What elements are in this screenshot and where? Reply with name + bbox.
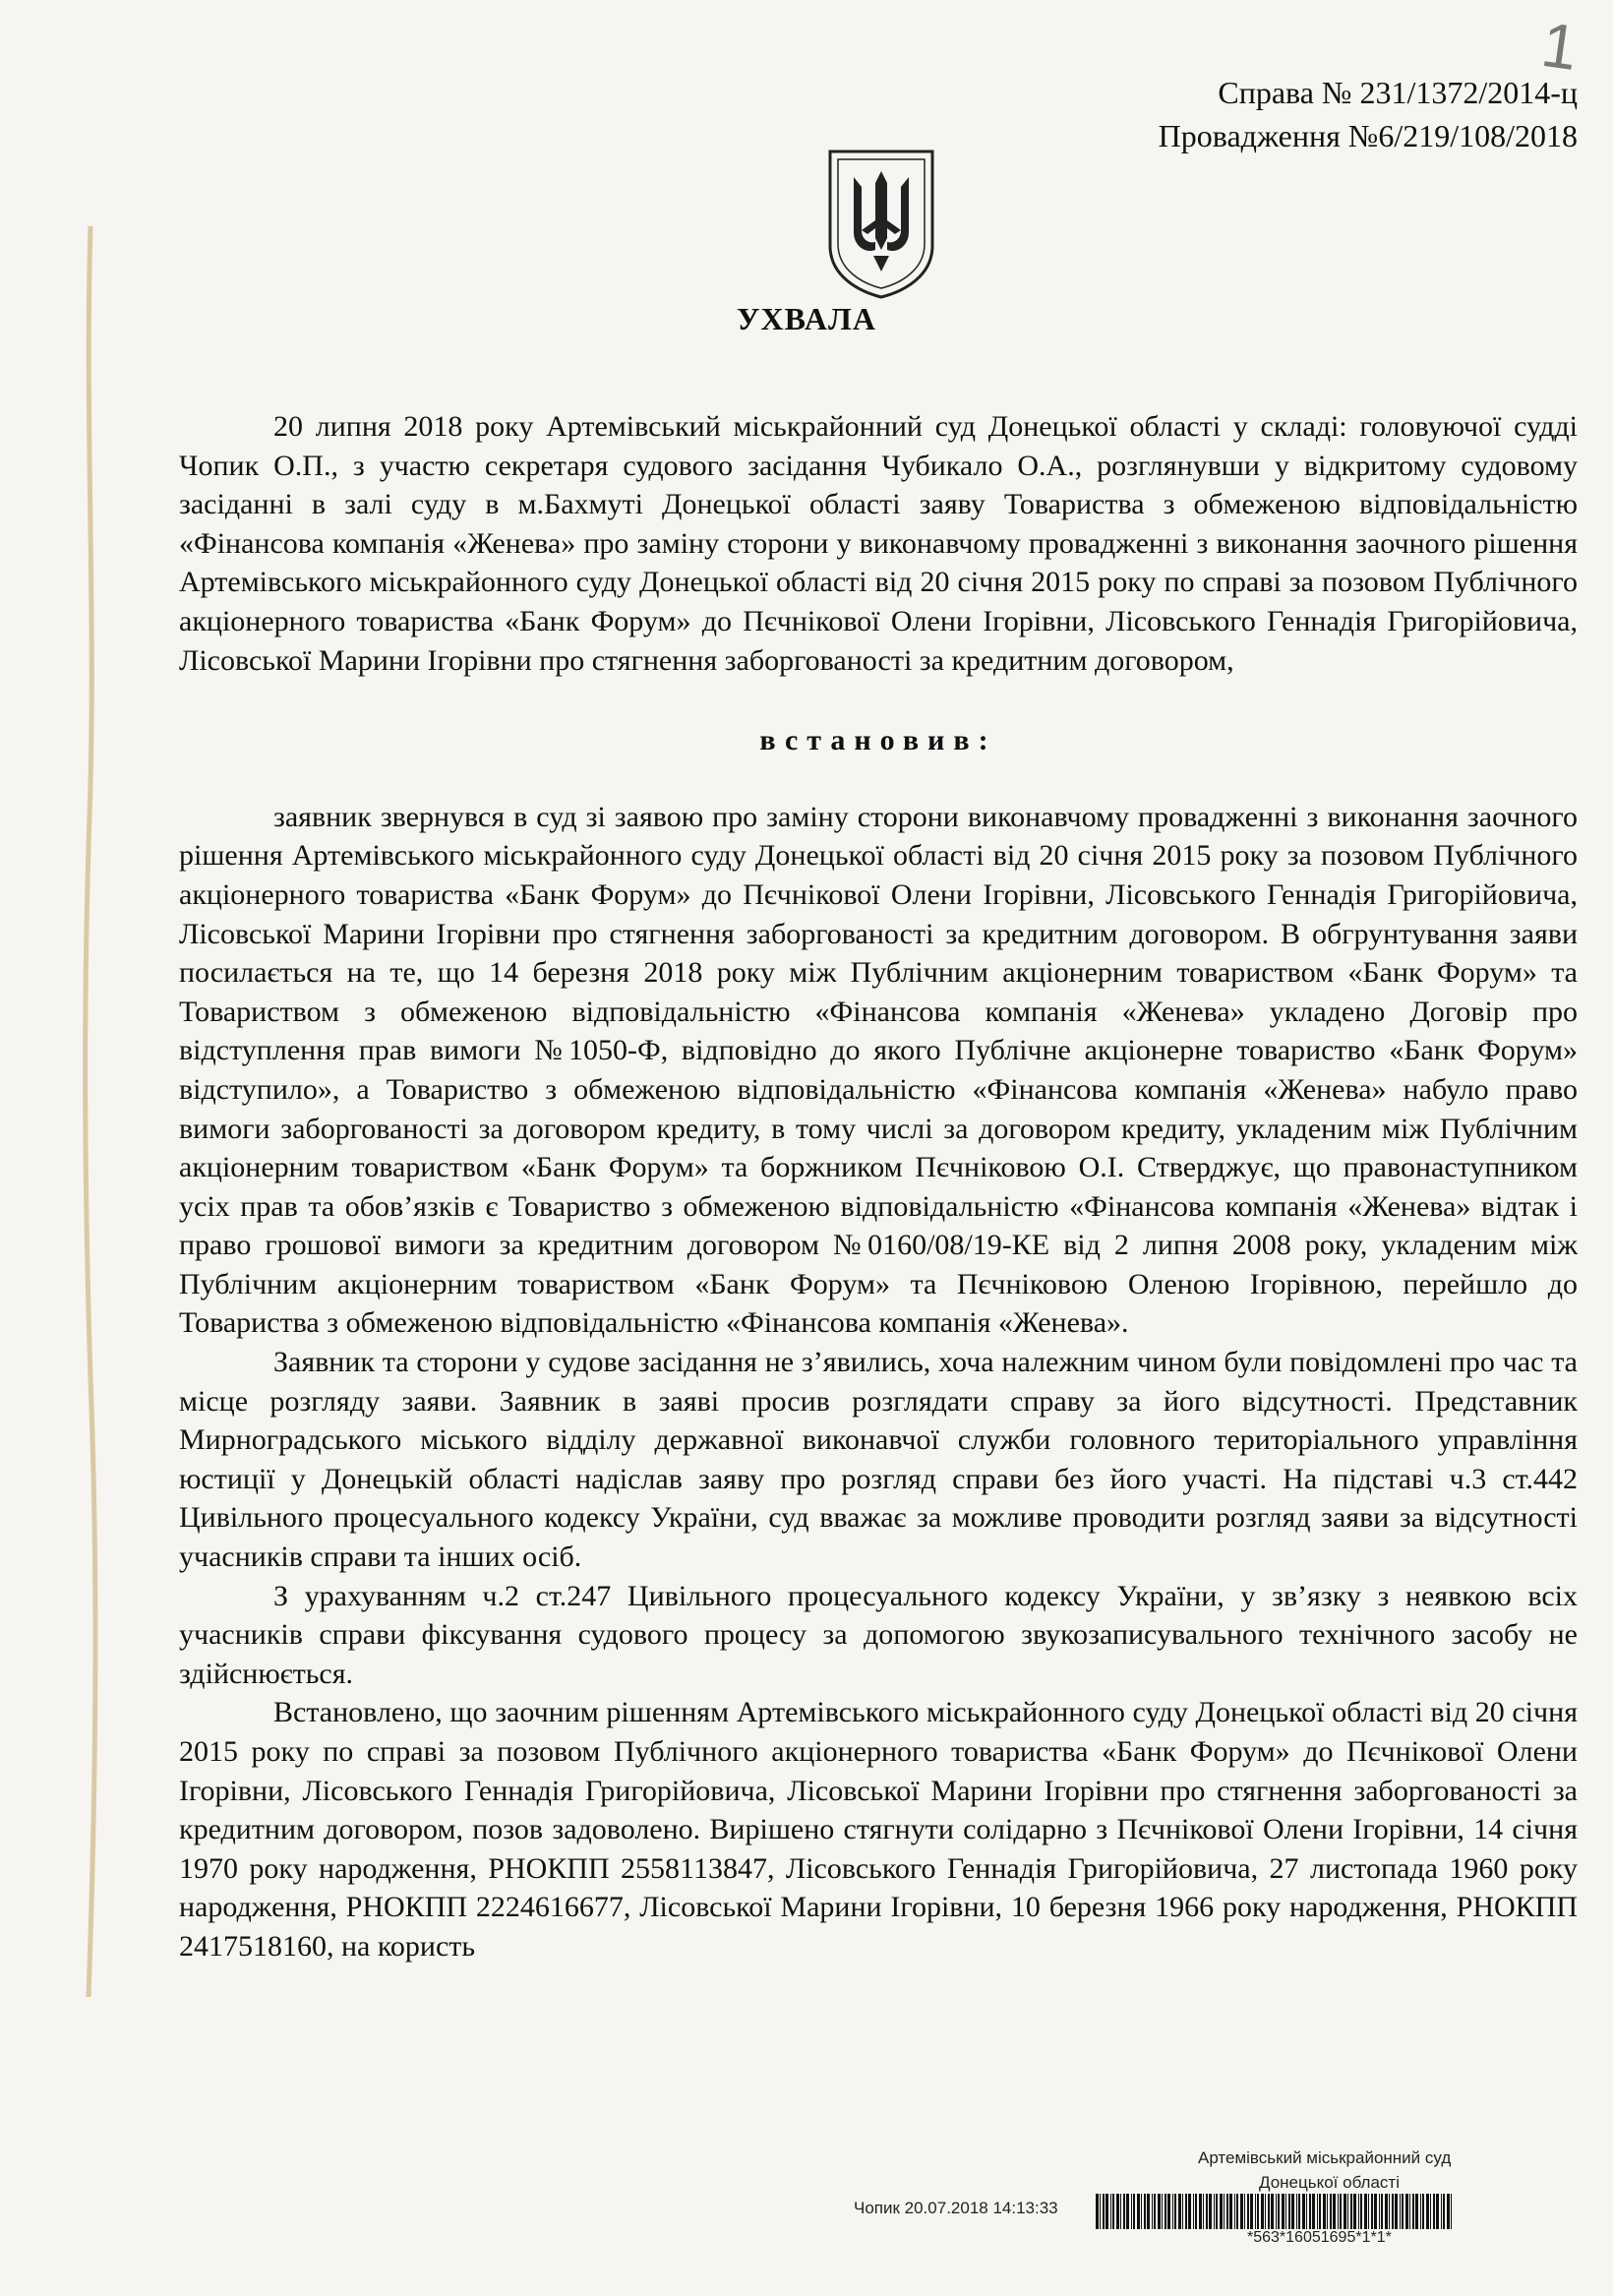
body-paragraph: Заявник та сторони у судове засідання не з’явились, хоча належним чином були повідомлені про час та місце розгляду заяви. Заявник в заяві просив розглядати справу за його відсутності. Представник Мирноградського міського відділу державної виконавчої служби головного територіального управління юстиції у Донецькій області надіслав заяву про розгляд справи без його участі. На підставі ч.3 ст.442 Цивільного процесуального кодексу України, суд вважає за можливе проводити розгляд заяви за відсутності учасників справи та інших осіб. bbox=[179, 1346, 1578, 1574]
handwritten-page-number: 1 bbox=[1537, 8, 1583, 85]
stamp-court-name: Артемівський міськрайонний суд bbox=[1198, 2148, 1452, 2167]
body-paragraph: заявник звернувся в суд зі заявою про заміну сторони виконавчому провадженні з виконання заочного рішення Артемівського міськрайонного суду Донецької області від 20 січня 2015 року за позовом Публічного акціонерного товариства «Банк Форум» до Пєчнікової Олени Ігорівни, Лісовського Геннадія Григорійовича, Лісовської Марини Ігорівни про стягнення заборгованості за кредитним договором. В обгрунтування заяви посилається на те, що 14 березня 2018 року між Публічним акціонерним товариством «Банк Форум» та Товариством з обмеженою відповідальністю «Фінансова компанія «Женева» укладено Договір про відступлення прав вимоги №1050-Ф, відповідно до якого Публічне акціонерне товариство «Банк Форум» відступило», а Товариство з обмеженою відповідальністю «Фінансова компанія «Женева» набуло право вимоги заборгованості за договором кредиту, в тому числі за договором кредиту, укладеним між Публічним акціонерним товариством «Банк Форум» та боржником Пєчніковою О.І. Стверджує, що правонаступником усіх прав та обов’язків є Товариство з обмеженою відповідальністю «Фінансова компанія «Женева» відтак і право грошової вимоги за кредитним договором №0160/08/19-КЕ від 2 липня 2008 року, укладеним між Публічним акціонерним товариством «Банк Форум» та Пєчніковою Оленою Ігорівною, перейшло до Товариства з обмеженою відповідальністю «Фінансова компанія «Женева». bbox=[179, 800, 1578, 1340]
body-paragraph: З урахуванням ч.2 ст.247 Цивільного процесуального кодексу України, у зв’язку з неявкою всіх учасників справи фіксування судового процесу за допомогою звукозаписувального технічного засобу не здійснюється. bbox=[179, 1579, 1578, 1690]
barcode bbox=[1096, 2194, 1454, 2229]
body-paragraph: Встановлено, що заочним рішенням Артемівського міськрайонного суду Донецької області від 20 січня 2015 року по справі за позовом Публічного акціонерного товариства «Банк Форум» до Пєчнікової Олени Ігорівни, Лісовського Геннадія Григорійовича, Лісовської Марини Ігорівни про стягнення заборгованості за кредитним договором, позов задоволено. Вирішено стягнути солідарно з Пєчнікової Олени Ігорівни, 14 січня 1970 року народження, РНОКПП 2558113847, Лісовського Геннадія Григорійовича, 27 листопада 1960 року народження, РНОКПП 2224616677, Лісовської Марини Ігорівни, 10 березня 1966 року народження, РНОКПП 2417518160, на користь bbox=[179, 1696, 1578, 1963]
case-number: Справа № 231/1372/2014-ц bbox=[1218, 75, 1578, 110]
stamp-court-region: Донецької області bbox=[1259, 2173, 1400, 2192]
barcode-caption: *563*16051695*1*1* bbox=[1247, 2229, 1392, 2246]
trident-coat-of-arms-icon bbox=[824, 148, 938, 299]
stamp-signer-timestamp: Чопик 20.07.2018 14:13:33 bbox=[854, 2199, 1058, 2217]
intro-paragraph: 20 липня 2018 року Артемівський міськрайонний суд Донецької області у складі: головуючої судді Чопик О.П., з участю секретаря судового засідання Чубикало О.А., розглянувши у відкритому судовому засіданні в залі суду в м.Бахмуті Донецької області заяву Товариства з обмеженою відповідальністю «Фінансова компанія «Женева» про заміну сторони у виконавчому провадженні з виконання заочного рішення Артемівського міськрайонного суду Донецької області від 20 січня 2015 року по справі за позовом Публічного акціонерного товариства «Банк Форум» до Пєчнікової Олени Ігорівни, Лісовського Геннадія Григорійовича, Лісовської Марини Ігорівни про стягнення заборгованості за кредитним договором, bbox=[179, 410, 1578, 677]
electronic-registration-stamp bbox=[854, 2137, 1582, 2255]
document-title: УХВАЛА bbox=[737, 301, 876, 336]
section-heading-established: встановив: bbox=[759, 724, 997, 757]
case-reference bbox=[1159, 71, 1578, 157]
proceeding-number: Провадження №6/219/108/2018 bbox=[1158, 118, 1578, 153]
document-body bbox=[179, 407, 1578, 1966]
binding-stitch bbox=[81, 226, 100, 1997]
